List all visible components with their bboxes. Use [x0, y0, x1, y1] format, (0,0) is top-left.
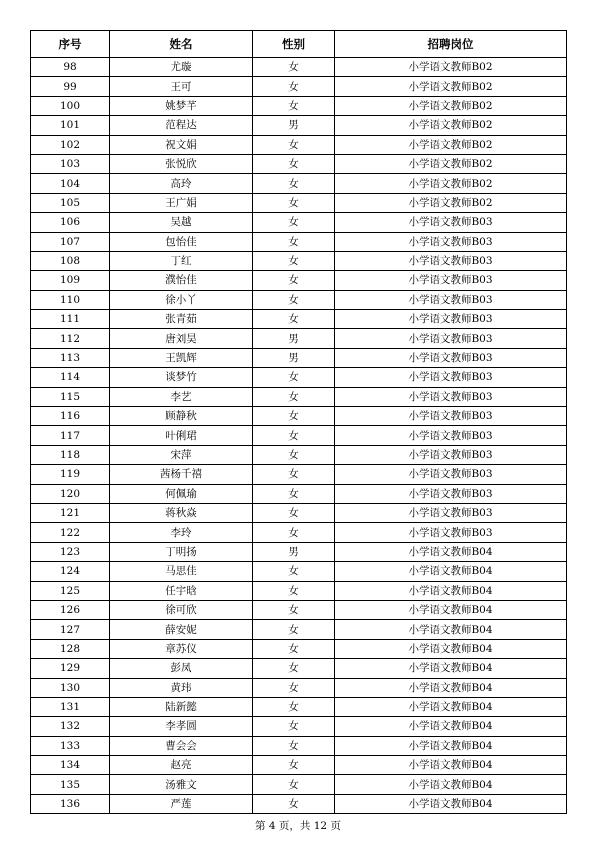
cell-serial-number: 109: [31, 271, 110, 290]
cell-position: 小学语文教师B03: [335, 445, 567, 464]
cell-name: 陆新懿: [110, 697, 253, 716]
cell-name: 张悦欣: [110, 154, 253, 173]
table-row: [31, 775, 567, 794]
header-name: 姓名: [110, 31, 253, 58]
cell-position: 小学语文教师B03: [335, 232, 567, 251]
cell-serial-number: 128: [31, 639, 110, 658]
cell-position: 小学语文教师B03: [335, 213, 567, 232]
cell-position: 小学语文教师B03: [335, 290, 567, 309]
cell-position: 小学语文教师B03: [335, 348, 567, 367]
cell-serial-number: 132: [31, 717, 110, 736]
cell-name: 马思佳: [110, 562, 253, 581]
cell-gender: 女: [253, 503, 335, 522]
cell-position: 小学语文教师B04: [335, 542, 567, 561]
table-row: [31, 562, 567, 581]
table-row: [31, 271, 567, 290]
table-row: [31, 310, 567, 329]
cell-serial-number: 123: [31, 542, 110, 561]
table-row: [31, 407, 567, 426]
cell-name: 薛安妮: [110, 620, 253, 639]
cell-gender: 女: [253, 271, 335, 290]
cell-serial-number: 136: [31, 794, 110, 813]
cell-gender: 女: [253, 523, 335, 542]
cell-gender: 女: [253, 562, 335, 581]
cell-position: 小学语文教师B04: [335, 736, 567, 755]
cell-gender: 女: [253, 154, 335, 173]
cell-serial-number: 131: [31, 697, 110, 716]
cell-gender: 女: [253, 717, 335, 736]
table-row: [31, 678, 567, 697]
roster-table: [30, 30, 567, 814]
cell-position: 小学语文教师B04: [335, 756, 567, 775]
table-row: [31, 465, 567, 484]
cell-position: 小学语文教师B02: [335, 154, 567, 173]
header-position: 招聘岗位: [335, 31, 567, 58]
cell-serial-number: 106: [31, 213, 110, 232]
table-row: [31, 58, 567, 77]
cell-position: 小学语文教师B03: [335, 329, 567, 348]
cell-gender: 女: [253, 600, 335, 619]
cell-name: 蒋秋焱: [110, 503, 253, 522]
cell-serial-number: 98: [31, 58, 110, 77]
cell-position: 小学语文教师B02: [335, 135, 567, 154]
cell-position: 小学语文教师B04: [335, 775, 567, 794]
cell-position: 小学语文教师B04: [335, 659, 567, 678]
cell-gender: 女: [253, 659, 335, 678]
cell-name: 包怡佳: [110, 232, 253, 251]
cell-serial-number: 99: [31, 77, 110, 96]
cell-name: 宋萍: [110, 445, 253, 464]
cell-serial-number: 122: [31, 523, 110, 542]
cell-gender: 女: [253, 426, 335, 445]
table-row: [31, 193, 567, 212]
cell-gender: 男: [253, 348, 335, 367]
header-gender: 性别: [253, 31, 335, 58]
cell-serial-number: 111: [31, 310, 110, 329]
cell-serial-number: 124: [31, 562, 110, 581]
cell-gender: 女: [253, 484, 335, 503]
table-row: [31, 348, 567, 367]
cell-name: 尤璇: [110, 58, 253, 77]
cell-gender: 女: [253, 581, 335, 600]
cell-gender: 女: [253, 232, 335, 251]
cell-name: 王凯辉: [110, 348, 253, 367]
header-serial-number: 序号: [31, 31, 110, 58]
cell-position: 小学语文教师B03: [335, 407, 567, 426]
cell-name: 赵亮: [110, 756, 253, 775]
cell-gender: 女: [253, 310, 335, 329]
cell-name: 顾静秋: [110, 407, 253, 426]
cell-position: 小学语文教师B04: [335, 678, 567, 697]
cell-position: 小学语文教师B03: [335, 465, 567, 484]
table-row: [31, 154, 567, 173]
cell-name: 汤雅文: [110, 775, 253, 794]
cell-position: 小学语文教师B04: [335, 562, 567, 581]
cell-gender: 男: [253, 542, 335, 561]
cell-position: 小学语文教师B04: [335, 620, 567, 639]
cell-name: 丁红: [110, 251, 253, 270]
cell-position: 小学语文教师B03: [335, 310, 567, 329]
cell-serial-number: 121: [31, 503, 110, 522]
table-row: [31, 503, 567, 522]
table-row: [31, 756, 567, 775]
cell-position: 小学语文教师B02: [335, 116, 567, 135]
table-row: [31, 174, 567, 193]
cell-position: 小学语文教师B04: [335, 639, 567, 658]
cell-name: 徐可欣: [110, 600, 253, 619]
cell-serial-number: 102: [31, 135, 110, 154]
cell-serial-number: 133: [31, 736, 110, 755]
cell-gender: 女: [253, 58, 335, 77]
cell-name: 王可: [110, 77, 253, 96]
cell-gender: 男: [253, 116, 335, 135]
cell-serial-number: 115: [31, 387, 110, 406]
table-row: [31, 639, 567, 658]
cell-serial-number: 104: [31, 174, 110, 193]
cell-name: 叶俐珺: [110, 426, 253, 445]
cell-gender: 女: [253, 445, 335, 464]
cell-name: 章苏仪: [110, 639, 253, 658]
cell-position: 小学语文教师B04: [335, 717, 567, 736]
cell-gender: 女: [253, 697, 335, 716]
cell-name: 曹会会: [110, 736, 253, 755]
cell-position: 小学语文教师B02: [335, 193, 567, 212]
cell-serial-number: 103: [31, 154, 110, 173]
table-row: [31, 484, 567, 503]
cell-position: 小学语文教师B02: [335, 96, 567, 115]
cell-name: 何佩瑜: [110, 484, 253, 503]
cell-gender: 女: [253, 174, 335, 193]
cell-position: 小学语文教师B04: [335, 794, 567, 813]
cell-position: 小学语文教师B04: [335, 581, 567, 600]
cell-name: 丁明扬: [110, 542, 253, 561]
cell-gender: 女: [253, 387, 335, 406]
cell-gender: 女: [253, 251, 335, 270]
cell-position: 小学语文教师B03: [335, 523, 567, 542]
table-row: [31, 736, 567, 755]
table-row: [31, 135, 567, 154]
cell-serial-number: 120: [31, 484, 110, 503]
cell-serial-number: 118: [31, 445, 110, 464]
cell-serial-number: 126: [31, 600, 110, 619]
cell-serial-number: 134: [31, 756, 110, 775]
cell-serial-number: 130: [31, 678, 110, 697]
cell-name: 唐刘昊: [110, 329, 253, 348]
table-row: [31, 96, 567, 115]
cell-position: 小学语文教师B03: [335, 426, 567, 445]
cell-position: 小学语文教师B03: [335, 271, 567, 290]
cell-gender: 女: [253, 193, 335, 212]
cell-name: 张青茹: [110, 310, 253, 329]
table-row: [31, 659, 567, 678]
page-number: 第 4 页，共 12 页: [255, 820, 341, 832]
cell-name: 濮怡佳: [110, 271, 253, 290]
cell-position: 小学语文教师B03: [335, 251, 567, 270]
cell-serial-number: 127: [31, 620, 110, 639]
cell-name: 严莲: [110, 794, 253, 813]
roster-sheet: [30, 30, 566, 814]
cell-serial-number: 125: [31, 581, 110, 600]
cell-gender: 女: [253, 77, 335, 96]
table-row: [31, 600, 567, 619]
cell-position: 小学语文教师B02: [335, 77, 567, 96]
cell-gender: 男: [253, 329, 335, 348]
header-row: [31, 31, 567, 58]
cell-name: 姚梦芊: [110, 96, 253, 115]
table-row: [31, 445, 567, 464]
table-row: [31, 329, 567, 348]
table-row: [31, 794, 567, 813]
table-row: [31, 523, 567, 542]
cell-position: 小学语文教师B02: [335, 58, 567, 77]
cell-serial-number: 100: [31, 96, 110, 115]
cell-gender: 女: [253, 736, 335, 755]
cell-name: 吴越: [110, 213, 253, 232]
cell-name: 茜杨千禧: [110, 465, 253, 484]
cell-position: 小学语文教师B03: [335, 484, 567, 503]
cell-gender: 女: [253, 620, 335, 639]
cell-position: 小学语文教师B04: [335, 600, 567, 619]
table-row: [31, 620, 567, 639]
table-row: [31, 251, 567, 270]
cell-serial-number: 108: [31, 251, 110, 270]
cell-name: 李艺: [110, 387, 253, 406]
cell-gender: 女: [253, 290, 335, 309]
cell-serial-number: 105: [31, 193, 110, 212]
table-row: [31, 581, 567, 600]
table-row: [31, 77, 567, 96]
cell-gender: 女: [253, 465, 335, 484]
cell-position: 小学语文教师B03: [335, 368, 567, 387]
cell-serial-number: 135: [31, 775, 110, 794]
cell-serial-number: 113: [31, 348, 110, 367]
table-row: [31, 717, 567, 736]
cell-gender: 女: [253, 794, 335, 813]
cell-name: 高玲: [110, 174, 253, 193]
cell-gender: 女: [253, 96, 335, 115]
cell-gender: 女: [253, 407, 335, 426]
cell-serial-number: 101: [31, 116, 110, 135]
cell-serial-number: 112: [31, 329, 110, 348]
cell-position: 小学语文教师B02: [335, 174, 567, 193]
table-row: [31, 542, 567, 561]
cell-gender: 女: [253, 678, 335, 697]
table-row: [31, 290, 567, 309]
cell-name: 徐小丫: [110, 290, 253, 309]
cell-position: 小学语文教师B03: [335, 503, 567, 522]
cell-gender: 女: [253, 213, 335, 232]
cell-name: 祝文娟: [110, 135, 253, 154]
cell-serial-number: 117: [31, 426, 110, 445]
cell-gender: 女: [253, 639, 335, 658]
table-row: [31, 232, 567, 251]
cell-serial-number: 107: [31, 232, 110, 251]
cell-serial-number: 119: [31, 465, 110, 484]
cell-name: 王广娟: [110, 193, 253, 212]
roster-body: [31, 58, 567, 814]
table-row: [31, 387, 567, 406]
table-row: [31, 213, 567, 232]
cell-serial-number: 116: [31, 407, 110, 426]
cell-name: 彭凤: [110, 659, 253, 678]
cell-serial-number: 129: [31, 659, 110, 678]
table-row: [31, 116, 567, 135]
cell-name: 谈梦竹: [110, 368, 253, 387]
cell-position: 小学语文教师B03: [335, 387, 567, 406]
table-row: [31, 426, 567, 445]
cell-serial-number: 114: [31, 368, 110, 387]
table-row: [31, 697, 567, 716]
cell-serial-number: 110: [31, 290, 110, 309]
cell-gender: 女: [253, 368, 335, 387]
cell-name: 任宇晗: [110, 581, 253, 600]
cell-gender: 女: [253, 135, 335, 154]
cell-gender: 女: [253, 756, 335, 775]
cell-name: 李玲: [110, 523, 253, 542]
cell-gender: 女: [253, 775, 335, 794]
table-row: [31, 368, 567, 387]
cell-position: 小学语文教师B04: [335, 697, 567, 716]
cell-name: 黄玮: [110, 678, 253, 697]
cell-name: 范程达: [110, 116, 253, 135]
cell-name: 李孝圆: [110, 717, 253, 736]
